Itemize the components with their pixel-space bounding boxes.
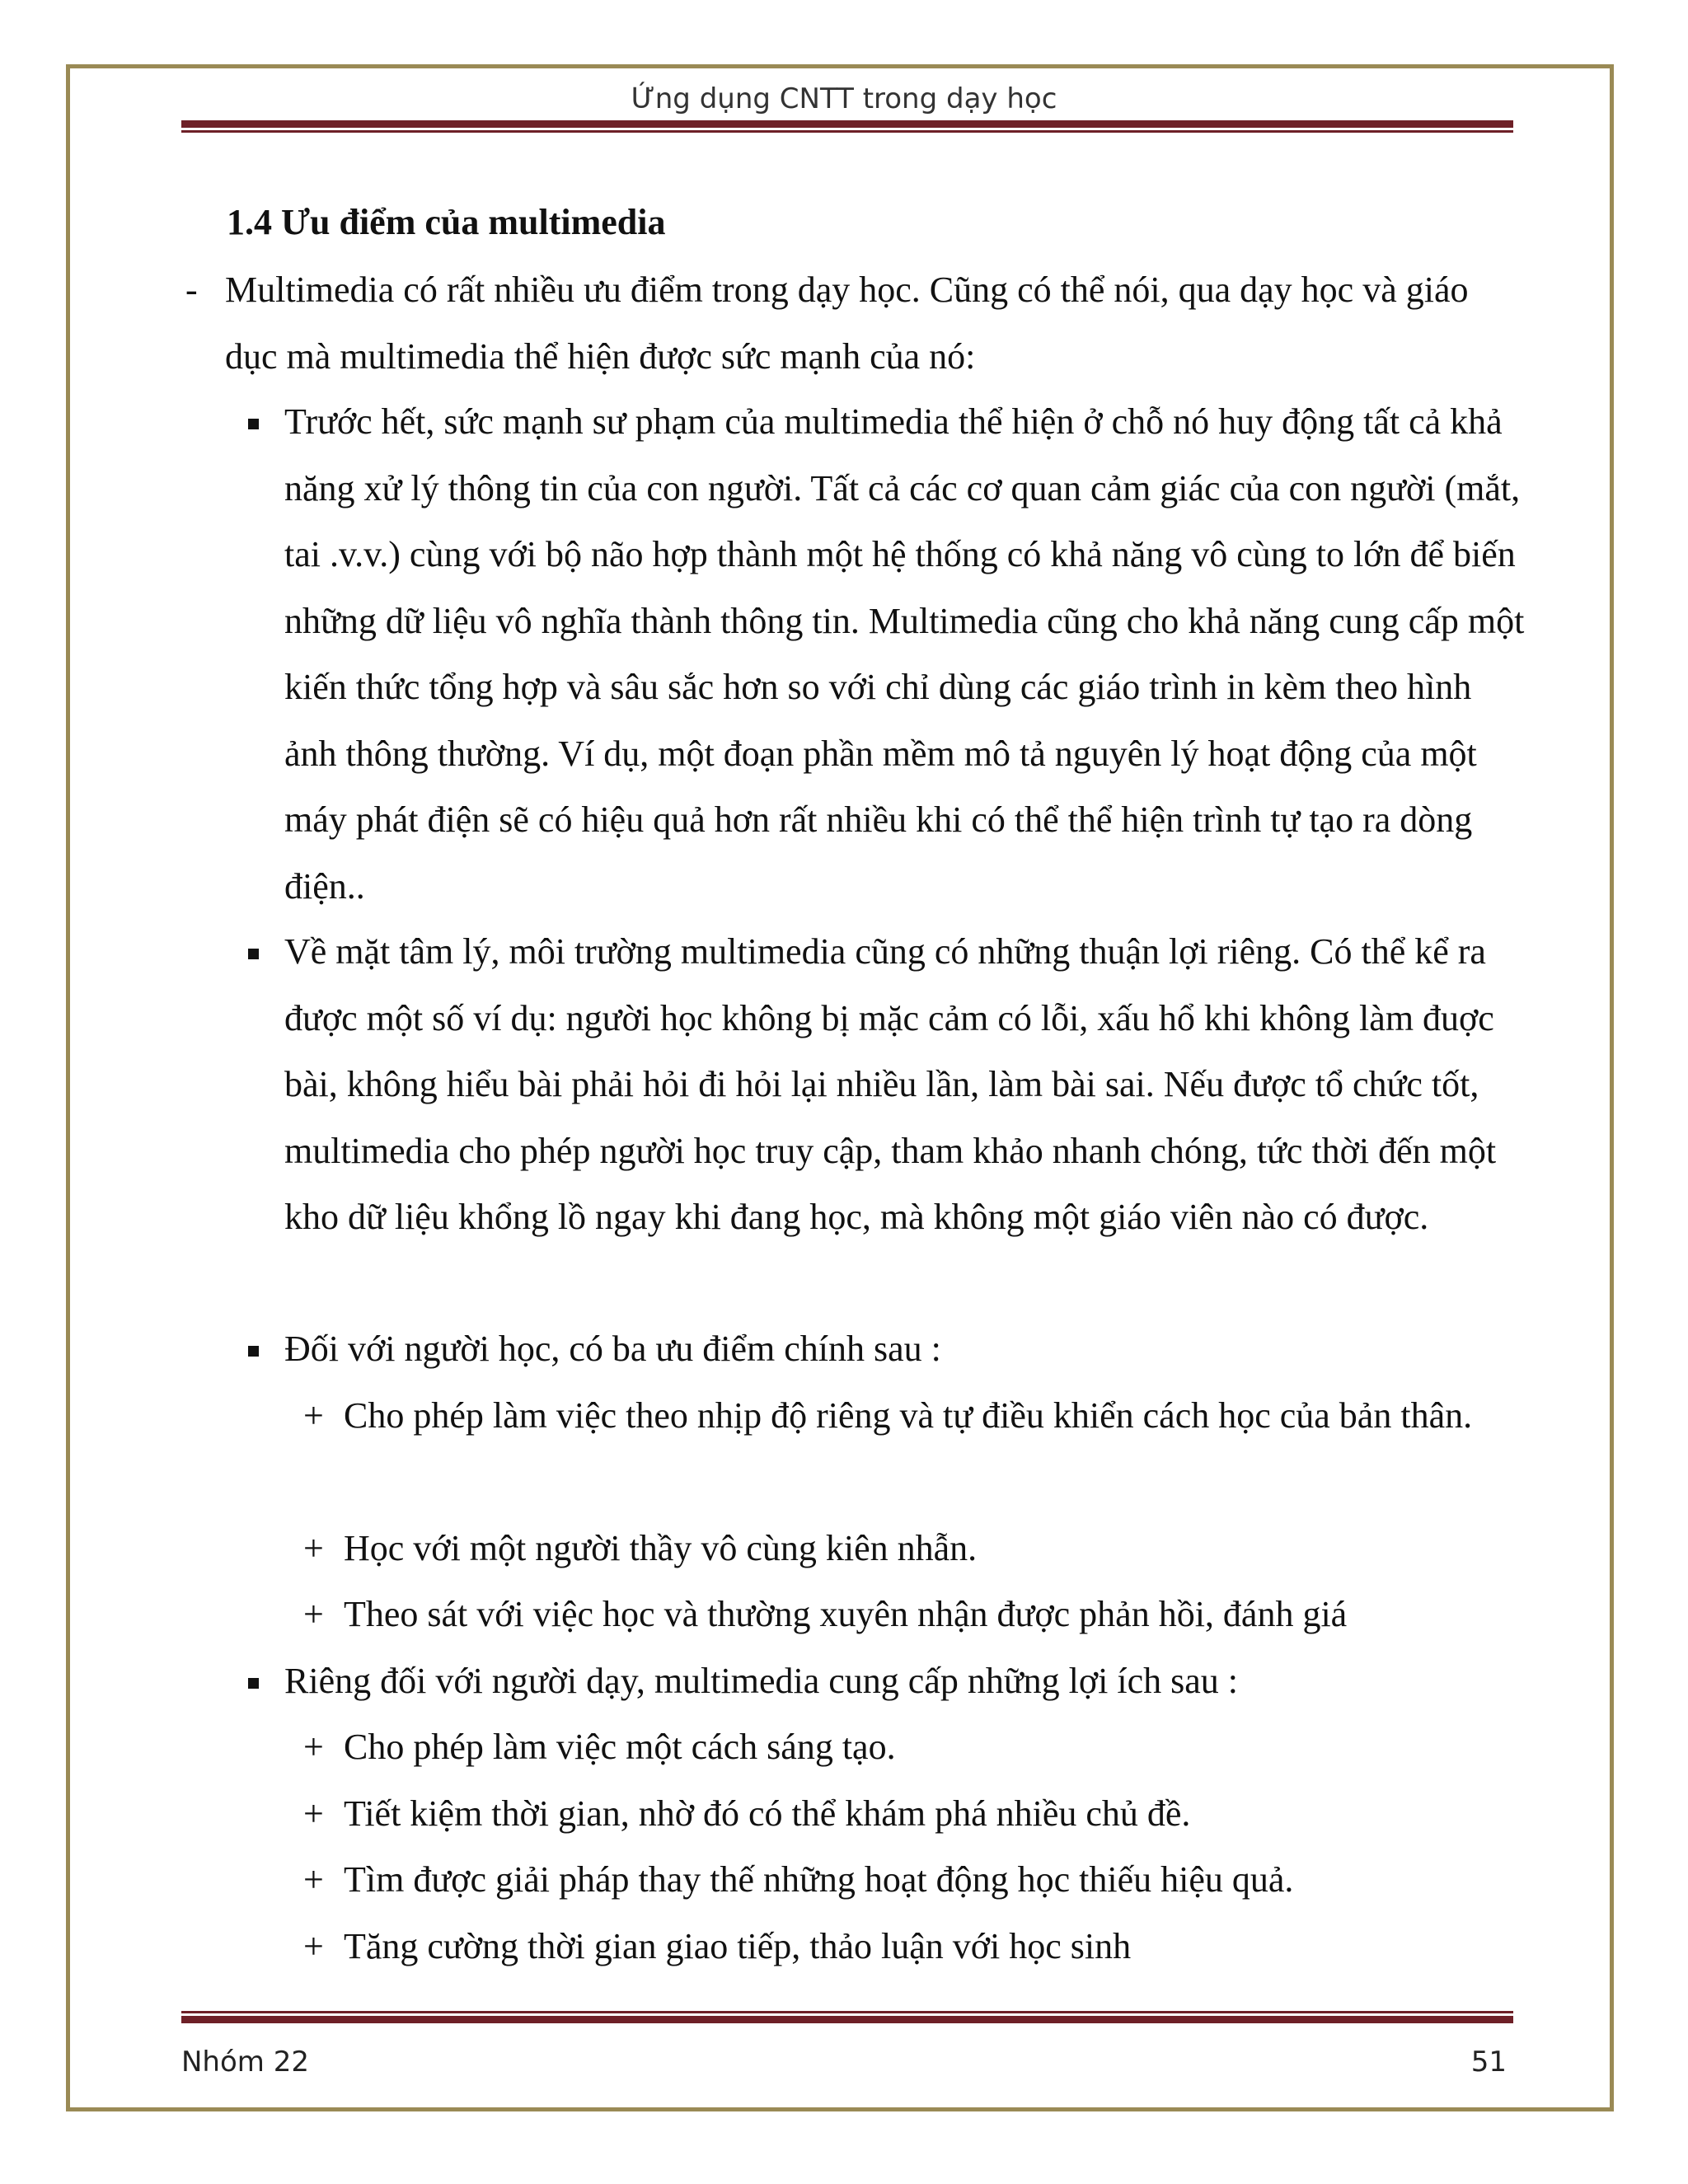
plus-marker: +: [303, 1926, 324, 1966]
dash-marker: -: [185, 269, 198, 310]
intro-paragraph: Multimedia có rất nhiều ưu điểm trong dạy học. Cũng có thể nói, qua dạy học và giáo dục mà multimedia thể hiện được sức mạnh của nó:: [225, 269, 1469, 377]
sub-item: Tiết kiệm thời gian, nhờ đó có thể khám phá nhiều chủ đề.: [344, 1793, 1191, 1834]
sub-item: Cho phép làm việc theo nhịp độ riêng và tự điều khiển cách học của bản thân.: [344, 1395, 1473, 1436]
plus-marker: +: [303, 1528, 324, 1568]
plus-marker: +: [303, 1727, 324, 1767]
header-title: Ứng dụng CNTT trong dạy học: [631, 82, 1057, 115]
bullet-paragraph-3: Đối với người học, có ba ưu điểm chính sau :: [284, 1329, 941, 1369]
section-heading: 1.4 Ưu điểm của multimedia: [227, 202, 666, 242]
square-bullet-icon: [248, 1678, 259, 1689]
bullet-paragraph-4: Riêng đối với người dạy, multimedia cung cấp những lợi ích sau :: [284, 1661, 1239, 1701]
sub-item: Học với một người thầy vô cùng kiên nhẫn.: [344, 1528, 978, 1568]
plus-marker: +: [303, 1594, 324, 1634]
sub-item: Cho phép làm việc một cách sáng tạo.: [344, 1727, 896, 1767]
sub-item: Tăng cường thời gian giao tiếp, thảo luận với học sinh: [344, 1926, 1132, 1966]
header-rule: [181, 120, 1513, 133]
footer-group: Nhóm 22: [181, 2046, 309, 2079]
plus-marker: +: [303, 1859, 324, 1900]
sub-item: Theo sát với việc học và thường xuyên nhận được phản hồi, đánh giá: [344, 1594, 1348, 1634]
bullet-paragraph-2: Về mặt tâm lý, môi trường multimedia cũng có những thuận lợi riêng. Có thể kể ra được một số ví dụ: người học không bị mặc cảm có lỗi, xấu hổ khi không làm đuợc bài, không hiểu bài phải hỏi đi hỏi lại nhiều lần, làm bài sai. Nếu được tổ chức tốt, multimedia cho phép người học truy cập, tham khảo nhanh chóng, tức thời đến một kho dữ liệu khổng lồ ngay khi đang học, mà không một giáo viên nào có được.: [284, 931, 1497, 1237]
square-bullet-icon: [248, 949, 259, 959]
page-number: 51: [1470, 2046, 1507, 2079]
footer-rule: [181, 2011, 1513, 2023]
square-bullet-icon: [248, 419, 259, 429]
plus-marker: +: [303, 1395, 324, 1436]
square-bullet-icon: [248, 1346, 259, 1357]
bullet-paragraph-1: Trước hết, sức mạnh sư phạm của multimedia thể hiện ở chỗ nó huy động tất cả khả năng xử lý thông tin của con người. Tất cả các cơ quan cảm giác của con người (mắt, tai .v.v.) cùng với bộ não hợp thành một hệ thống có khả năng vô cùng to lớn để biến những dữ liệu vô nghĩa thành thông tin. Multimedia cũng cho khả năng cung cấp một kiến thức tổng hợp và sâu sắc hơn so với chỉ dùng các giáo trình in kèm theo hình ảnh thông thường. Ví dụ, một đoạn phần mềm mô tả nguyên lý hoạt động của một máy phát điện sẽ có hiệu quả hơn rất nhiều khi có thể thể hiện trình tự tạo ra dòng điện..: [284, 401, 1525, 907]
plus-marker: +: [303, 1793, 324, 1834]
sub-item: Tìm được giải pháp thay thế những hoạt động học thiếu hiệu quả.: [344, 1859, 1294, 1900]
